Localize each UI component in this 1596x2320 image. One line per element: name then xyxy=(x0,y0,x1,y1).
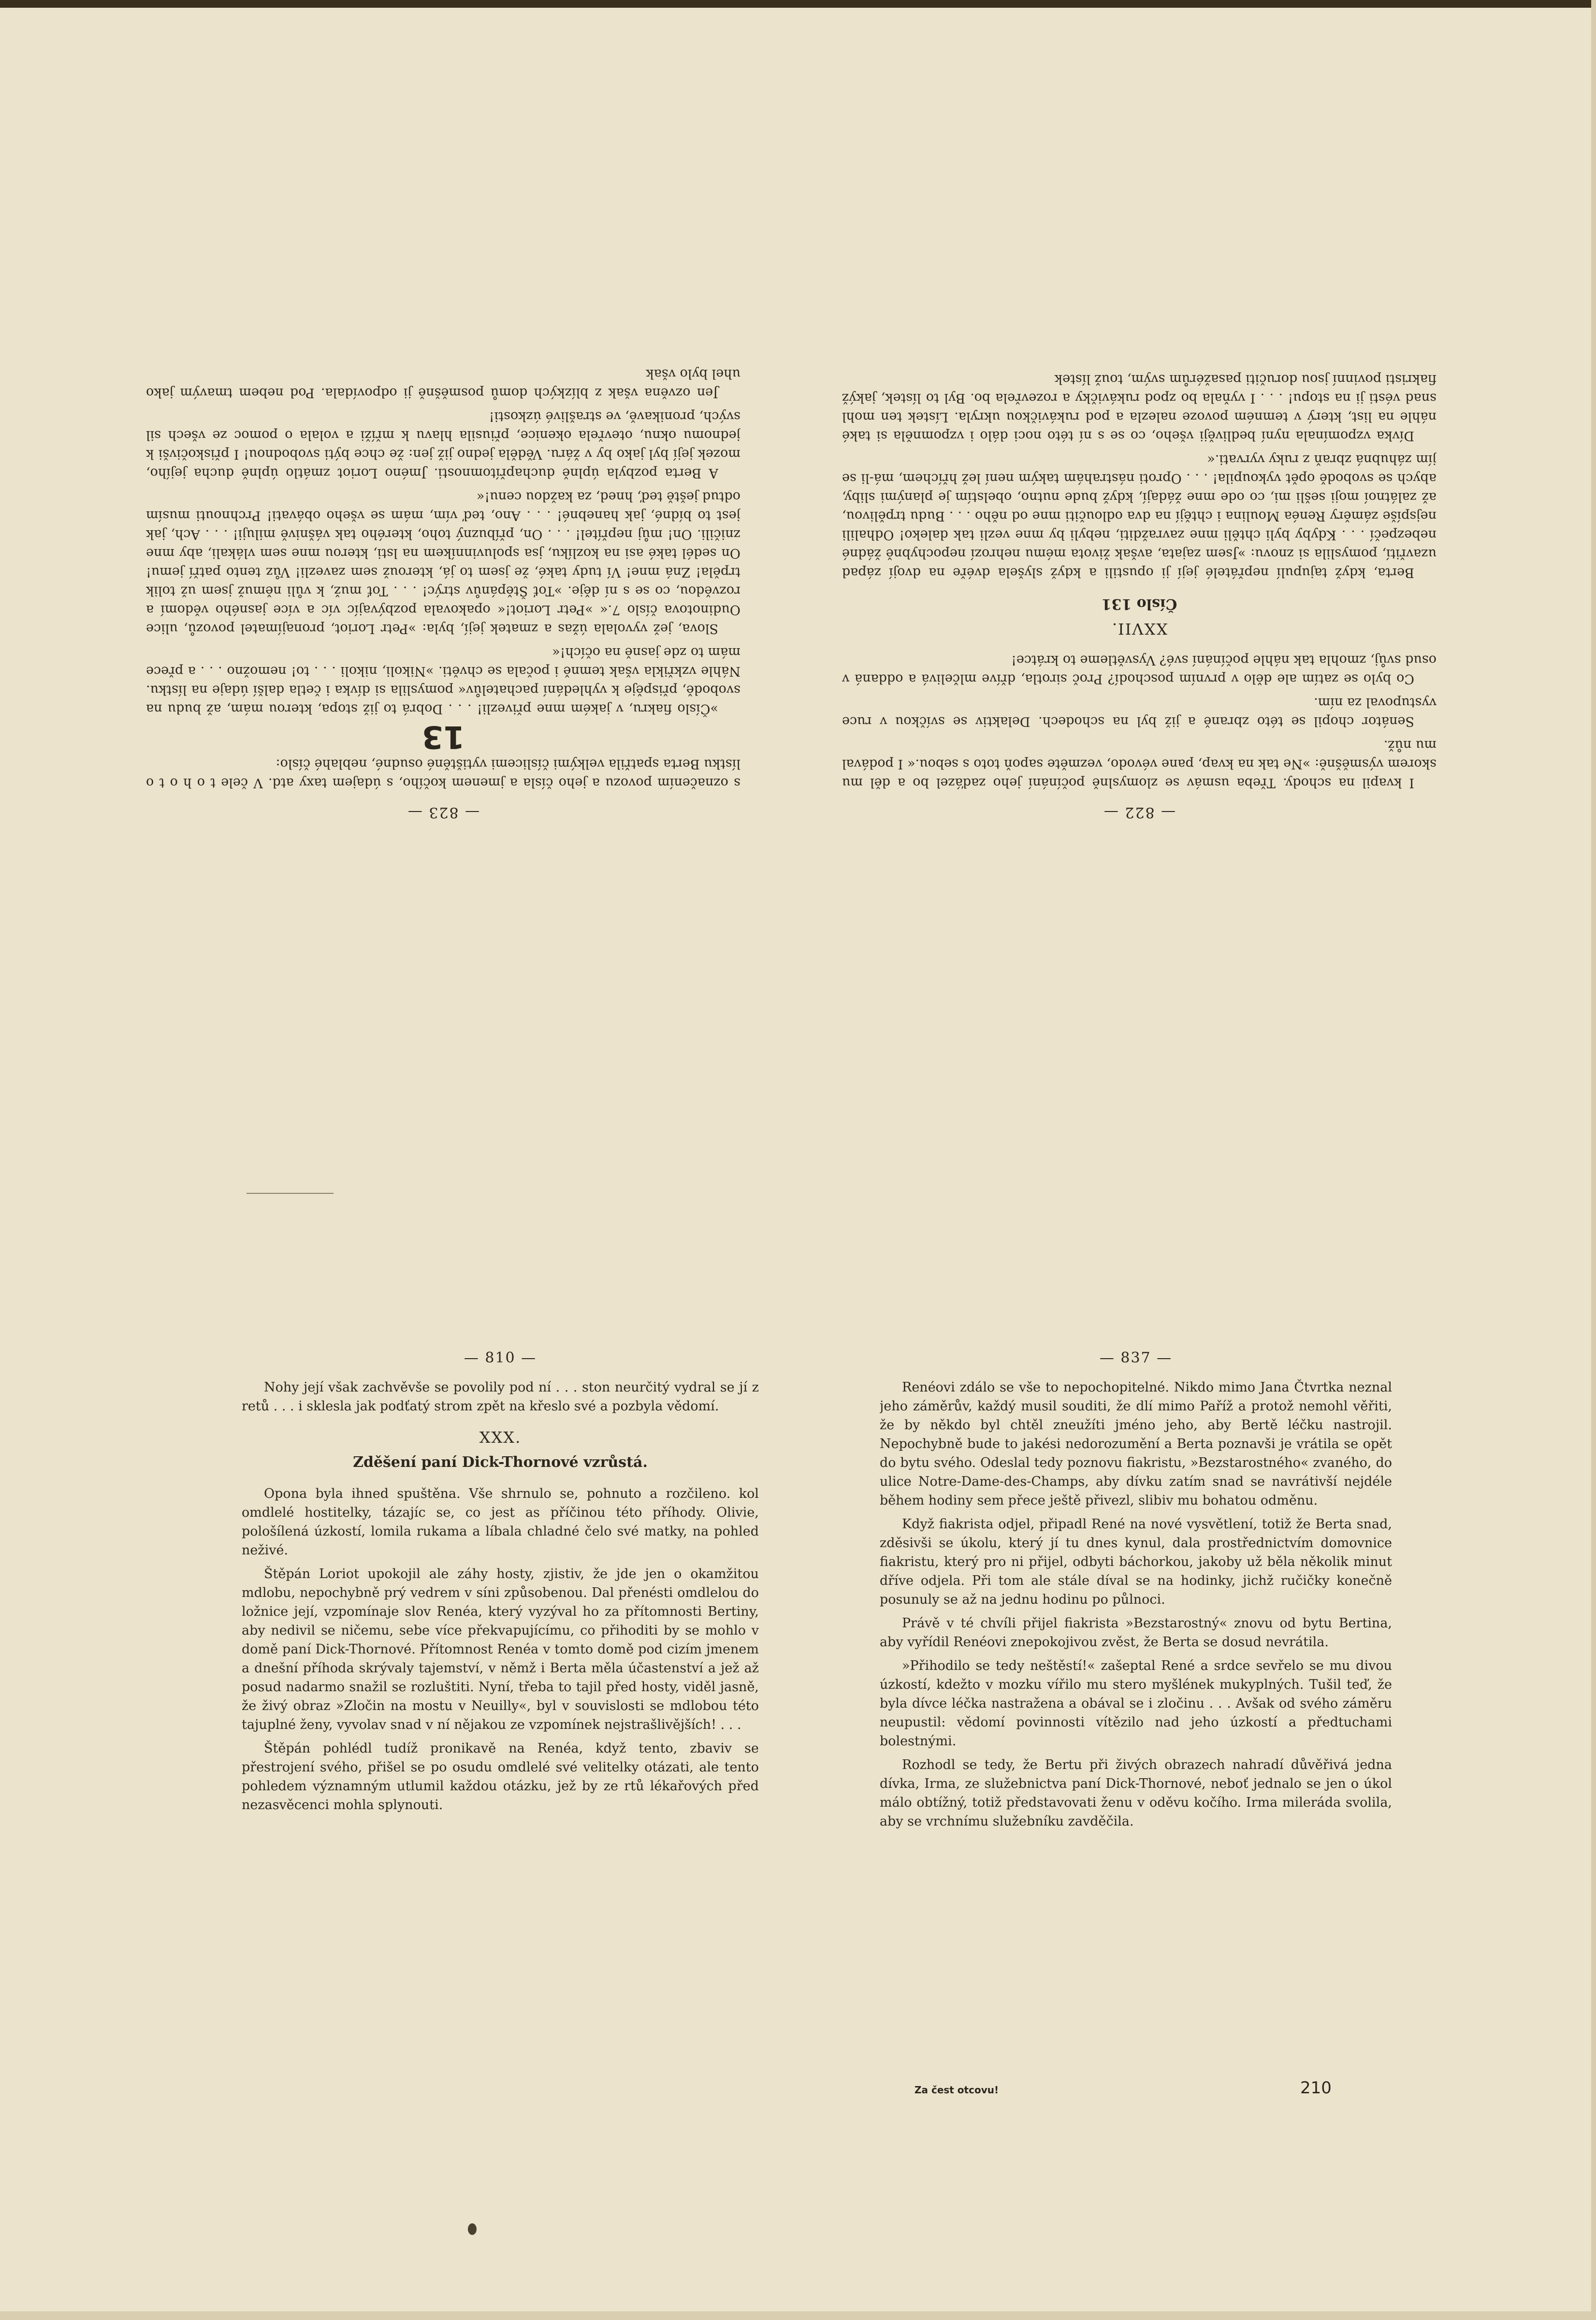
inverted-print-section xyxy=(0,0,1596,1063)
paragraph: Rozhodl se tedy, že Bertu při živých obrazech nahradí důvěřivá jedna dívka, Irma, ze služebnictva paní Dick-Thornové, neboť jednalo se jen o úkol málo obtížný, totiž představovati ženu v oděvu kočího. Irma milerádа svolila, aby se vrchnímu služebníku zavděčila. xyxy=(880,1757,1392,1829)
paragraph: Renéovi zdálo se vše to nepochopitelné. Nikdo mimo Jana Čtvrtka neznal jeho záměrův, každý musil souditi, že dlí mimo Paříž a protož nemohl věřiti, že by někdo byl chtěl zneužíti jméno jeho, aby Bertě léčku nastrojil. Nepochybně bude to jakési nedorozumění a Berta poznavši je vrátila se opět do bytu svého. Odeslal tedy poznovu fiakristu, »Bezstarostného« zvaného, do ulice Notre-Dame-des-Champs, aby dívku zatím snad se navrátivší nejdéle během hodiny sem přece ještě přivezl, slibiv mu bohatou odměnu. xyxy=(880,1380,1392,1508)
inverted-column-823 xyxy=(146,39,740,822)
page-number: — 823 — xyxy=(406,804,480,821)
paragraph: s označením povozu a jeho čísla a jmenem kočího, s údajem taxy atd. V čele t o h o t o lístku Berta spatřila velkými číslicemi vytištěné osudné, neblahé číslo: xyxy=(146,756,740,790)
paragraph: Právě v té chvíli přijel fiakrista »Bezstarostný« znovu od bytu Bertina, aby vyřídil Renéovi znepokojivou zvěst, že Berta se dosud nevrátila. xyxy=(880,1616,1392,1650)
footer-series-title: Za čest otcovu! xyxy=(914,2084,999,2096)
paragraph: Když fiakrista odjel, připadl René na nové vysvětlení, totiž že Berta snad, zděsivši se úkolu, který jí tu dnes kynul, dala prostřednictvím domovnice fiakristu, který pro ni přijel, odbyti báchorkou, jakoby už běla několik minut dříve odjela. Při tom ale stále díval se na hodinky, jichž ručičky konečně posunuly se až na jednu hodinu po půlnoci. xyxy=(880,1517,1392,1607)
chapter-subtitle: Číslo 131 xyxy=(1101,595,1177,612)
inverted-column-822 xyxy=(842,39,1436,822)
column-837 xyxy=(880,1348,1392,2078)
paragraph: Štěpán Loriot upokojil ale záhy hosty, zjistiv, že jde jen o okamžitou mdlobu, nepochybně prý vedrem v síni způsobenou. Dal přenésti omdlelou do ložnice její, vzpomínaje slov Renéa, který vyzýval ho za přítomnosti Bertiny, aby nedivil se ničemu, sebe více překvapujícímu, co přihoditi by se mohlo v domě paní Dick-Thornové. Přítomnost Renéa v tomto domě pod cizím jmenem a dnešní příhoda skrývaly tajemství, v němž i Berta měla účastenství a jež až posud nadarmo snažil se rozluštiti. Nyní, třeba to tajil před hosty, viděl jasně, že živý obraz »Zločin na mostu v Neuilly«, byl v souvislosti se mdlobou této tajuplné ženy, vyvolav snad v ní nějakou ze vzpomínek nejstrašlivějších! . . . xyxy=(242,1566,759,1732)
paragraph: »Číslo fiakru, v jakém mne přivezli! . . . Dobrá to již stopa, kterou mám, až budu na svobodě, přispěje k vyhledání pachatelův« pomyslila si dívka i četla další údaje na lístku. Náhle vzkřikla však temně i počala se chvěti. »Nikoli, nikoli . . . to! nemožno . . . a přece mám to zde jasně na očích!« xyxy=(146,645,740,716)
chapter-heading: XXVII. xyxy=(1111,620,1168,638)
paragraph: Senátor chopil se této zbraně a již byl na schodech. Delaktiv se svíčkou v ruce vystupoval za ním. xyxy=(842,695,1436,729)
chapter-subtitle: Zděšení paní Dick-Thornové vzrůstá. xyxy=(353,1454,648,1471)
page-number: — 837 — xyxy=(1099,1349,1173,1366)
divider-rule xyxy=(247,1193,334,1194)
chapter-heading: XXX. xyxy=(479,1428,522,1447)
paragraph: I kvapil na schody. Třeba usmáv se zlomyslně počínání jeho zaďázel bo a děl mu skorem výsměšně: »Ne tak na kvap, pane vévodo, vezměte sapoň toto s sebou.« I podával mu nůž. xyxy=(842,738,1436,790)
paragraph: Co bylo se zatím ale dělo v prvním poschodí? Proč sirotla, dříve mlčelivá a oddaná v osud svůj, zmohla tak náhle počínání své? Vysvětleme to krátce! xyxy=(842,652,1436,686)
column-810 xyxy=(242,1348,759,2102)
paragraph: Štěpán pohlédl tudíž pronikavě na Renéa, když tento, zbaviv se přestrojení svého, přišel se po osudu omdlelé své velitelky otázati, ale tento pohledem významným utlumil každou otázku, jež by ze rtů lékařových před nezasvěcenci mohla splynouti. xyxy=(242,1741,759,1812)
page-number: — 822 — xyxy=(1103,804,1176,821)
page-number: — 810 — xyxy=(464,1349,537,1366)
paragraph: Dívka vzpomínala nyní bedlivěji všeho, co se s ní této noci dálo i vzpomněla si také náhle na list, který v temném povoze nalezla a pod rukávičkou ukryla. Lístek ten mohl snad vésti ji na stopu! . . . I vyňala bo zpod rukávičky a rozevřela bo. Byl to lístek, jakýž fiakristi povinní jsou doručiti pasažérům svým, touž lístek xyxy=(842,372,1436,443)
paragraph: Berta, když tajupulí nepřátelé její ji opustili a když slyšela dvéře na dvojí západ uzavřití, pomyslila si znovu: »Jsem zajata, avšak života mému nehrozí nepochybně žádné nebezpečí . . . Kdyby byli chtěli mne zavražditi, nebyli by mne vezli tak daleko! Odhalili nejspíše záměry Renéa Moulina i chtějí na dva odloučiti mne od něho . . . Budu trpělivou, až zalátnoí moji sešli mi, co ode mne žádají, když bude nutno, obelstím je planými sliby, abych se svobodě opět vykoupila! . . . Oproti nástrahám takým není lež hříchem, má-li se jím záhubná zbraň z ruky vyrvati.« xyxy=(842,452,1436,580)
paragraph: Jen ozvěna však z blízkých domů posměšně ji odpovídala. Pod nebem tmavým jako uhel bylo však xyxy=(146,366,740,400)
paragraph: Slova, jež vyvolala úžas a zmatek její, byla: »Petr Loriot, pronajímatel povozů, ulice Oudinotova číslo 7.« »Petr Loriot!« opakovala pozbývajíc víc a více jasného vědomí a rozvědou, co se s ní děje. »Toť Štěpánův strýc! . . . Toť muž, k vůli němuž jsem už tolik trpěla! Zná mne! Ví tudy také, že jsem to já, kterouž sem zavezli! Vůz tento patří jemu! On sedél také asi na kozlíku, jsa spoluvinníkem na lsti, kterou mne sem vlákali, aby mne zničili. On! můj nepřítel! . . . On, příbuzný toho, kterého tak vášnivě miluji! . . . Ach, jak jest to bídné, jak hanebné! . . . Ano, teď vím, mám se všeho obávati! Prchnouti musím odtud ještě teď, hned, za každou cenu!« xyxy=(146,489,740,636)
paragraph: Opona byla ihned spuštěna. Vše shrnulo se, pohnuto a rozčileno. kol omdlelé hostitelky, tázajíc se, co jest as příčinou této příhody. Olivie, pološílená úzkostí, lomila rukama a líbala chladné čelo své matky, na pohled neživé. xyxy=(242,1486,759,1558)
cab-number: 13 xyxy=(421,719,465,754)
footer-sheet-number: 210 xyxy=(1300,2078,1332,2098)
ink-spot xyxy=(468,2223,477,2235)
paragraph: »Přihodilo se tedy neštěstí!« zašeptal René a srdce sevřelo se mu divou úzkostí, kdežto v mozku vířilo mu stero myšlének mukyplných. Tušil teď, že byla dívce léčka nastražena a obával se i zločinu . . . Avšak od svého záměru neupustil: vědomí povinnosti vítězilo nad jeho úzkostí a předtuchami bolestnými. xyxy=(880,1658,1392,1749)
paragraph: Nohy její však zachvěvše se povolily pod ní . . . ston neurčitý vydral se jí z retů . . . i sklesla jak podťatý strom zpět na křeslo své a pozbyla vědomí. xyxy=(242,1380,759,1414)
paragraph: A Berta pozbyla úplně duchapřítomnosti. Jméno Loriot zmátlo úplně ducha jejího, mozek její byl jako by v žáru. Věděla jedno již jen: že chce býti svobodnou! I přiskočivši k jednomu oknu, otevřela okenice, přiusila hlavu k mříži a volala o pomoc ze všech sil svých, pronikavě, ve strašlivé úzkosti! xyxy=(146,409,740,480)
page-bottom-edge xyxy=(0,2311,1596,2320)
